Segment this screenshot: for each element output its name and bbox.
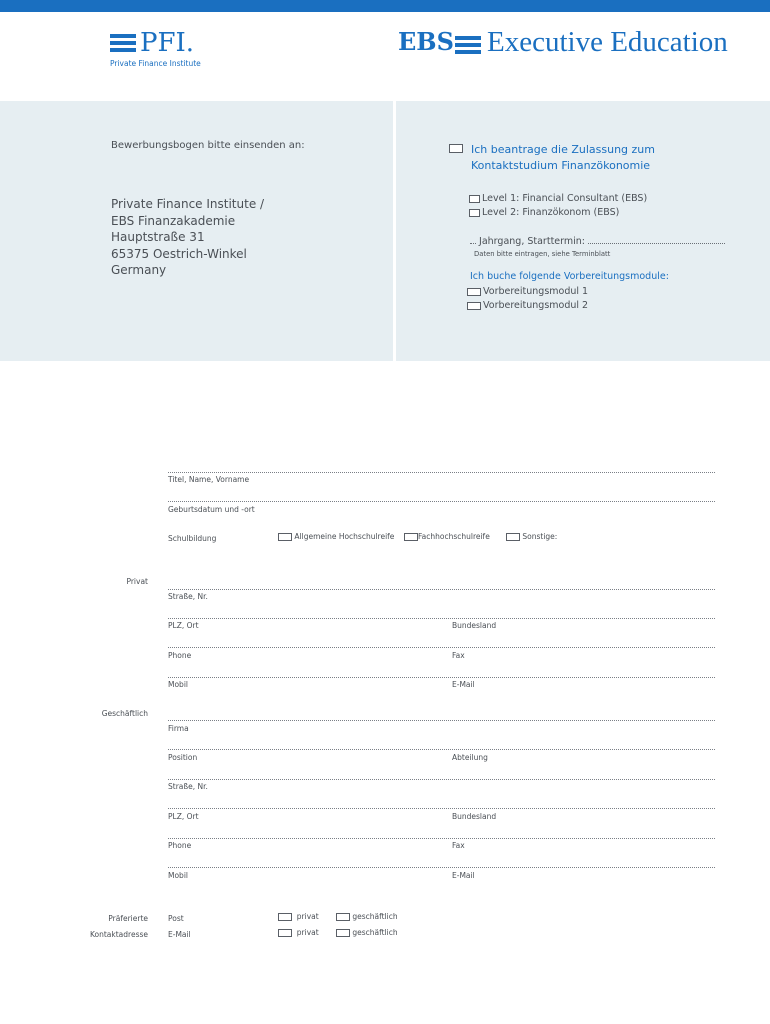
email-contact-label: E-Mail	[168, 930, 191, 939]
level-1-checkbox[interactable]	[469, 195, 480, 203]
jahrgang-label: Jahrgang, Starttermin:	[479, 236, 585, 247]
email-geschaeftlich-checkbox[interactable]	[336, 929, 350, 937]
option-label: geschäftlich	[352, 928, 398, 937]
abteilung-label: Abteilung	[452, 753, 488, 762]
top-bar	[0, 0, 770, 12]
post-geschaeftlich-option[interactable]	[336, 912, 398, 921]
geschaeft-plz-label: PLZ, Ort	[168, 812, 199, 821]
module-2-label: Vorbereitungsmodul 2	[483, 300, 589, 311]
geschaeft-email-label: E-Mail	[452, 871, 475, 880]
address-line: Private Finance Institute /	[111, 197, 265, 211]
option-label: privat	[296, 912, 319, 921]
schul-checkbox[interactable]	[278, 533, 292, 541]
schul-option-allgemein[interactable]	[278, 532, 394, 541]
geschaeft-mobil-label: Mobil	[168, 871, 188, 880]
jahrgang-field[interactable]	[470, 233, 725, 247]
level-2-checkbox[interactable]	[469, 209, 480, 217]
geschaeft-plz-field[interactable]	[168, 808, 715, 809]
module-2-option[interactable]	[467, 300, 588, 311]
geschaeft-bundesland-label: Bundesland	[452, 812, 497, 821]
geschaeft-strasse-label: Straße, Nr.	[168, 782, 208, 791]
geschaeft-fax-label: Fax	[452, 841, 465, 850]
ebs-logo-executive-education: Executive Education	[487, 26, 728, 58]
privat-bundesland-label: Bundesland	[452, 621, 497, 630]
email-privat-checkbox[interactable]	[278, 929, 292, 937]
email-geschaeftlich-option[interactable]	[336, 928, 398, 937]
section-geschaeftlich: Geschäftlich	[101, 709, 148, 718]
privat-email-label: E-Mail	[452, 680, 475, 689]
privat-fax-label: Fax	[452, 651, 465, 660]
ebs-bars-icon	[455, 36, 481, 57]
level-1-option[interactable]	[469, 193, 647, 204]
schul-option-fachhochschulreife[interactable]	[404, 532, 490, 541]
level-2-option[interactable]	[469, 207, 619, 218]
privat-mobil-field[interactable]	[168, 677, 715, 678]
schul-option-label: Sonstige:	[522, 532, 558, 541]
firma-label: Firma	[168, 724, 189, 733]
preferred-label-line2: Kontaktadresse	[89, 930, 148, 939]
level-2-label: Level 2: Finanzökonom (EBS)	[482, 207, 620, 218]
mailing-address	[111, 196, 264, 279]
privat-strasse-label: Straße, Nr.	[168, 592, 208, 601]
apply-label-line2: Kontaktstudium Finanzökonomie	[471, 159, 651, 172]
apply-label	[471, 142, 655, 174]
titel-name-field[interactable]	[168, 472, 715, 473]
option-label: privat	[296, 928, 319, 937]
privat-phone-field[interactable]	[168, 647, 715, 648]
geschaeft-mobil-field[interactable]	[168, 867, 715, 868]
module-2-checkbox[interactable]	[467, 302, 481, 310]
address-line: Hauptstraße 31	[111, 230, 205, 244]
ebs-logo-word: EBS	[398, 27, 454, 56]
schul-option-label: Allgemeine Hochschulreife	[294, 532, 395, 541]
apply-label-line1: Ich beantrage die Zulassung zum	[471, 143, 655, 156]
level-1-label: Level 1: Financial Consultant (EBS)	[482, 193, 648, 204]
option-label: geschäftlich	[352, 912, 398, 921]
privat-plz-label: PLZ, Ort	[168, 621, 199, 630]
position-field[interactable]	[168, 749, 715, 750]
schul-checkbox[interactable]	[404, 533, 418, 541]
schul-option-sonstige[interactable]	[506, 532, 557, 541]
address-line: Germany	[111, 263, 167, 277]
firma-field[interactable]	[168, 720, 715, 721]
module-1-label: Vorbereitungsmodul 1	[483, 286, 589, 297]
geburt-field[interactable]	[168, 501, 715, 502]
application-panel	[396, 101, 770, 361]
titel-name-label: Titel, Name, Vorname	[168, 475, 250, 484]
modules-title: Ich buche folgende Vorbereitungsmodule:	[470, 271, 669, 282]
send-label: Bewerbungsbogen bitte einsenden an:	[111, 140, 305, 151]
geschaeft-strasse-field[interactable]	[168, 779, 715, 780]
pfi-logo-text: PFI.	[140, 28, 195, 58]
schul-checkbox[interactable]	[506, 533, 520, 541]
geschaeft-phone-field[interactable]	[168, 838, 715, 839]
position-label: Position	[168, 753, 198, 762]
pfi-logo-subtitle: Private Finance Institute	[110, 59, 201, 68]
preferred-label-line1: Präferierte	[108, 914, 148, 923]
privat-strasse-field[interactable]	[168, 589, 715, 590]
geschaeft-phone-label: Phone	[168, 841, 192, 850]
schul-option-label: Fachhochschulreife	[418, 532, 490, 541]
module-1-option[interactable]	[467, 286, 588, 297]
post-label: Post	[168, 914, 184, 923]
schulbildung-label: Schulbildung	[168, 534, 217, 543]
privat-phone-label: Phone	[168, 651, 192, 660]
jahrgang-input-line[interactable]	[588, 233, 725, 244]
jahrgang-hint: Daten bitte eintragen, siehe Terminblatt	[474, 250, 611, 258]
geburt-label: Geburtsdatum und -ort	[168, 505, 255, 514]
module-1-checkbox[interactable]	[467, 288, 481, 296]
section-privat: Privat	[126, 577, 148, 586]
post-privat-option[interactable]	[278, 912, 319, 921]
jahrgang-prefix-line[interactable]	[470, 233, 476, 244]
pfi-bars-icon	[110, 34, 136, 55]
privat-mobil-label: Mobil	[168, 680, 188, 689]
address-line: 65375 Oestrich-Winkel	[111, 246, 247, 261]
post-privat-checkbox[interactable]	[278, 913, 292, 921]
pfi-logo	[110, 28, 201, 68]
apply-checkbox[interactable]	[449, 144, 463, 153]
post-geschaeftlich-checkbox[interactable]	[336, 913, 350, 921]
privat-plz-field[interactable]	[168, 618, 715, 619]
address-line: EBS Finanzakademie	[111, 213, 236, 228]
email-privat-option[interactable]	[278, 928, 319, 937]
